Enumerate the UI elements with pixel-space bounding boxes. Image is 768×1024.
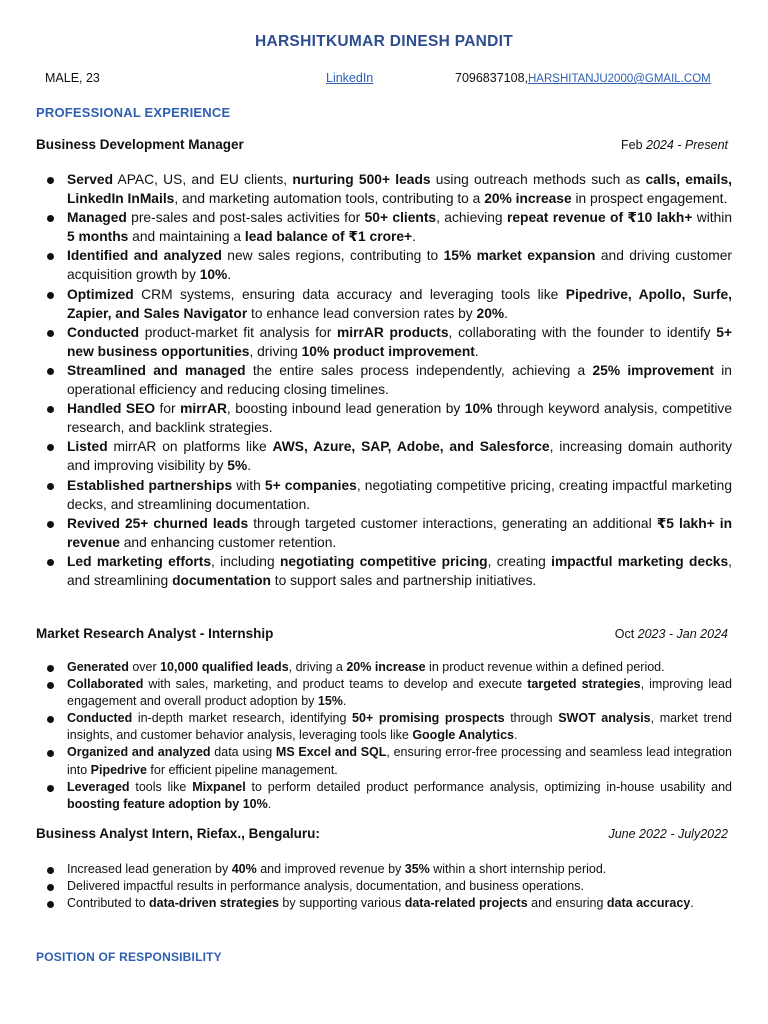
bullet-item bbox=[36, 878, 732, 895]
job-date: Oct 2023 - Jan 2024 bbox=[614, 627, 728, 641]
bullet-bold-text: mirrAR bbox=[180, 401, 227, 417]
bullet-bold-text: 10% bbox=[464, 401, 493, 417]
bullet-text: in prospect engagement. bbox=[571, 191, 728, 207]
bullet-text: using outreach methods such as bbox=[430, 172, 646, 187]
bullet-text: , and marketing automation tools, contributing to a bbox=[174, 191, 485, 207]
job-title: Business Analyst Intern, Riefax., Bengaluru: bbox=[36, 826, 320, 841]
job-header bbox=[36, 626, 728, 644]
bullet-text: within a short internship period. bbox=[429, 862, 607, 876]
bullet-bold-text: 35% bbox=[404, 862, 430, 876]
bullet-bold-text: lead balance of ₹1 crore+ bbox=[244, 229, 413, 245]
bullet-item bbox=[36, 659, 732, 676]
bullet-text: , collaborating with the founder to identify bbox=[448, 324, 717, 340]
bullet-text: Delivered impactful results in performance analysis, documentation, and business operations. bbox=[67, 879, 584, 894]
bullet-text: APAC, US, and EU clients, bbox=[113, 172, 293, 187]
bullet-bold-text: Listed bbox=[67, 439, 108, 455]
bullet-text: , boosting inbound lead generation by bbox=[226, 401, 465, 417]
bullet-text: . bbox=[474, 343, 479, 359]
bullet-text: tools like bbox=[129, 779, 193, 794]
bullet-text: and maintaining a bbox=[128, 229, 245, 245]
job-date: June 2022 - July2022 bbox=[608, 827, 728, 841]
section-title-experience: PROFESSIONAL EXPERIENCE bbox=[36, 105, 231, 120]
bullet-text: CRM systems, ensuring data accuracy and leveraging tools like bbox=[133, 286, 566, 302]
job-title: Market Research Analyst - Internship bbox=[36, 626, 274, 641]
bullet-text: for efficient pipeline management. bbox=[146, 762, 338, 777]
linkedin-link[interactable]: LinkedIn bbox=[326, 71, 374, 85]
bullet-text: and driving customer acquisition growth by bbox=[67, 248, 733, 283]
bullet-bold-text: Established partnerships bbox=[67, 477, 233, 493]
bullet-text: Increased lead generation by bbox=[67, 862, 232, 876]
bullet-bold-text: 20% bbox=[476, 305, 505, 321]
bullet-bold-text: Conducted bbox=[67, 711, 133, 726]
bullet-text: with sales, marketing, and product teams to develop and execute bbox=[143, 677, 528, 692]
bullet-item bbox=[36, 710, 732, 744]
bullet-bold-text: Conducted bbox=[67, 324, 140, 340]
bullet-item bbox=[36, 476, 732, 514]
bullet-bold-text: calls, emails, LinkedIn InMails bbox=[67, 172, 733, 207]
bullet-text: , driving a bbox=[288, 660, 347, 674]
bullet-bold-text: 15% market expansion bbox=[443, 248, 596, 264]
bullet-text: , improving lead engagement and overall product adoption by bbox=[67, 677, 732, 709]
bullet-item bbox=[36, 399, 732, 437]
bullet-text: pre-sales and post-sales activities for bbox=[126, 210, 365, 226]
bullet-bold-text: ₹5 lakh+ in revenue bbox=[67, 515, 732, 550]
contact-details bbox=[455, 71, 711, 85]
bullet-bold-text: 20% increase bbox=[484, 191, 572, 207]
bullet-bold-text: 10% product improvement bbox=[301, 343, 475, 359]
bullet-text: with bbox=[232, 477, 265, 493]
bullet-text: . bbox=[513, 728, 518, 743]
bullet-text: the entire sales process independently, achieving a bbox=[245, 362, 593, 378]
bullet-text: in-depth market research, identifying bbox=[132, 711, 353, 726]
bullet-text: , increasing domain authority and improving visibility by bbox=[67, 439, 732, 474]
bullet-bold-text: 50+ promising prospects bbox=[352, 711, 505, 726]
bullet-text: to enhance lead conversion rates by bbox=[247, 305, 477, 321]
bullet-text: . bbox=[247, 458, 252, 474]
bullet-text: through targeted customer interactions, generating an additional bbox=[248, 515, 657, 531]
bullet-bold-text: data accuracy bbox=[606, 896, 691, 911]
bullet-text: new sales regions, contributing to bbox=[221, 248, 444, 264]
job-bullets bbox=[36, 170, 732, 590]
bullet-text: over bbox=[128, 660, 161, 674]
bullet-text: . bbox=[227, 267, 232, 283]
bullet-bold-text: 5% bbox=[227, 458, 248, 474]
bullet-text: , ensuring error-free processing and seamless lead integration into bbox=[67, 745, 732, 777]
bullet-bold-text: targeted strategies bbox=[527, 677, 641, 692]
bullet-text: by supporting various bbox=[278, 896, 405, 911]
bullet-bold-text: Leveraged bbox=[67, 779, 130, 794]
bullet-item bbox=[36, 552, 732, 590]
bullet-bold-text: negotiating competitive pricing bbox=[279, 553, 488, 569]
bullet-bold-text: Generated bbox=[67, 660, 129, 674]
bullet-text: product-market fit analysis for bbox=[139, 324, 338, 340]
bullet-item bbox=[36, 514, 732, 552]
bullet-text: Contributed to bbox=[67, 896, 149, 911]
bullet-item bbox=[36, 779, 732, 813]
bullet-bold-text: AWS, Azure, SAP, Adobe, and Salesforce bbox=[272, 439, 550, 455]
bullet-bold-text: Collaborated bbox=[67, 677, 144, 692]
bullet-item bbox=[36, 361, 732, 399]
job-header bbox=[36, 137, 728, 155]
phone-number: 7096837108, bbox=[455, 71, 528, 85]
bullet-bold-text: 50+ clients bbox=[364, 210, 437, 226]
job-date: Feb 2024 - Present bbox=[620, 138, 728, 152]
gender-age: MALE, 23 bbox=[45, 71, 100, 85]
bullet-text: . bbox=[504, 305, 508, 321]
bullet-text: . bbox=[690, 896, 694, 911]
bullet-text: . bbox=[267, 796, 272, 811]
bullet-bold-text: documentation bbox=[172, 572, 271, 588]
bullet-bold-text: 5 months bbox=[67, 229, 129, 245]
bullet-text: , negotiating competitive pricing, creating impactful marketing decks, and streamlining documentation. bbox=[67, 477, 733, 512]
bullet-item bbox=[36, 170, 732, 208]
bullet-bold-text: Led marketing efforts bbox=[67, 553, 212, 569]
job-title: Business Development Manager bbox=[36, 137, 244, 152]
bullet-bold-text: Served bbox=[67, 172, 114, 187]
job-header bbox=[36, 826, 728, 844]
bullet-text: through keyword analysis, competitive research, and backlink strategies. bbox=[67, 401, 732, 436]
bullet-text: to support sales and partnership initiatives. bbox=[270, 572, 537, 588]
bullet-text: through bbox=[504, 711, 559, 726]
bullet-text: , driving bbox=[249, 343, 302, 359]
bullet-text: in operational efficiency and reducing closing timelines. bbox=[67, 362, 732, 398]
bullet-item bbox=[36, 208, 732, 246]
bullet-bold-text: 25% improvement bbox=[592, 362, 714, 378]
bullet-text: , market trend insights, and customer behavior analysis, leveraging tools like bbox=[67, 711, 732, 743]
bullet-bold-text: MS Excel and SQL bbox=[275, 745, 387, 760]
bullet-text: mirrAR on platforms like bbox=[107, 439, 273, 455]
bullet-bold-text: Handled SEO bbox=[67, 401, 156, 417]
bullet-item bbox=[36, 323, 732, 361]
bullet-bold-text: data-related projects bbox=[404, 896, 528, 911]
bullet-bold-text: mirrAR products bbox=[337, 324, 449, 340]
bullet-bold-text: Managed bbox=[67, 210, 127, 226]
bullet-bold-text: SWOT analysis bbox=[558, 711, 651, 726]
bullet-bold-text: 40% bbox=[231, 862, 257, 876]
bullet-bold-text: 15% bbox=[317, 694, 343, 709]
bullet-item bbox=[36, 744, 732, 778]
bullet-bold-text: Identified and analyzed bbox=[67, 248, 222, 264]
bullet-text: and enhancing customer retention. bbox=[119, 534, 337, 550]
section-title-responsibility: POSITION OF RESPONSIBILITY bbox=[36, 950, 222, 964]
bullet-text: . bbox=[412, 229, 416, 245]
bullet-bold-text: data-driven strategies bbox=[149, 896, 279, 911]
bullet-text: and ensuring bbox=[527, 896, 607, 911]
job-bullets bbox=[36, 659, 732, 813]
bullet-bold-text: Optimized bbox=[67, 286, 134, 302]
bullet-bold-text: repeat revenue of ₹10 lakh+ bbox=[506, 210, 693, 226]
bullet-text: data using bbox=[210, 745, 276, 760]
job-bullets bbox=[36, 861, 732, 912]
bullet-bold-text: 10% bbox=[199, 267, 228, 283]
bullet-text: for bbox=[155, 401, 181, 417]
candidate-name: HARSHITKUMAR DINESH PANDIT bbox=[254, 33, 514, 50]
bullet-text: , achieving bbox=[436, 210, 507, 226]
contact-line bbox=[0, 71, 768, 87]
bullet-bold-text: Google Analytics bbox=[412, 728, 514, 743]
bullet-item bbox=[36, 676, 732, 710]
bullet-item bbox=[36, 861, 732, 878]
bullet-bold-text: 5+ new business opportunities bbox=[67, 324, 732, 359]
bullet-text: , creating bbox=[487, 553, 552, 569]
bullet-text: and improved revenue by bbox=[256, 862, 405, 876]
bullet-bold-text: Mixpanel bbox=[192, 779, 246, 794]
bullet-text: in product revenue within a defined period. bbox=[425, 660, 665, 674]
bullet-text: to perform detailed product performance analysis, optimizing in-house usability and bbox=[245, 779, 732, 794]
bullet-bold-text: boosting feature adoption by 10% bbox=[67, 796, 268, 811]
bullet-bold-text: Organized and analyzed bbox=[67, 745, 211, 760]
bullet-bold-text: nurturing 500+ leads bbox=[292, 172, 431, 187]
bullet-bold-text: 20% increase bbox=[346, 660, 426, 674]
email-link[interactable]: HARSHITANJU2000@GMAIL.COM bbox=[528, 73, 711, 85]
bullet-text: , and streamlining bbox=[67, 553, 732, 588]
bullet-bold-text: 10,000 qualified leads bbox=[160, 660, 289, 674]
bullet-item bbox=[36, 246, 732, 284]
bullet-bold-text: Pipedrive bbox=[90, 762, 147, 777]
bullet-text: , including bbox=[211, 553, 280, 569]
bullet-item bbox=[36, 437, 732, 475]
bullet-text: . bbox=[342, 694, 347, 709]
bullet-bold-text: Streamlined and managed bbox=[67, 362, 246, 378]
bullet-bold-text: 5+ companies bbox=[264, 477, 357, 493]
bullet-bold-text: Pipedrive, Apollo, Surfe, Zapier, and Sales Navigator bbox=[67, 286, 732, 321]
bullet-item bbox=[36, 895, 732, 912]
bullet-bold-text: Revived 25+ churned leads bbox=[67, 515, 249, 531]
bullet-text: within bbox=[692, 210, 733, 226]
bullet-item bbox=[36, 285, 732, 323]
bullet-bold-text: impactful marketing decks bbox=[551, 553, 729, 569]
